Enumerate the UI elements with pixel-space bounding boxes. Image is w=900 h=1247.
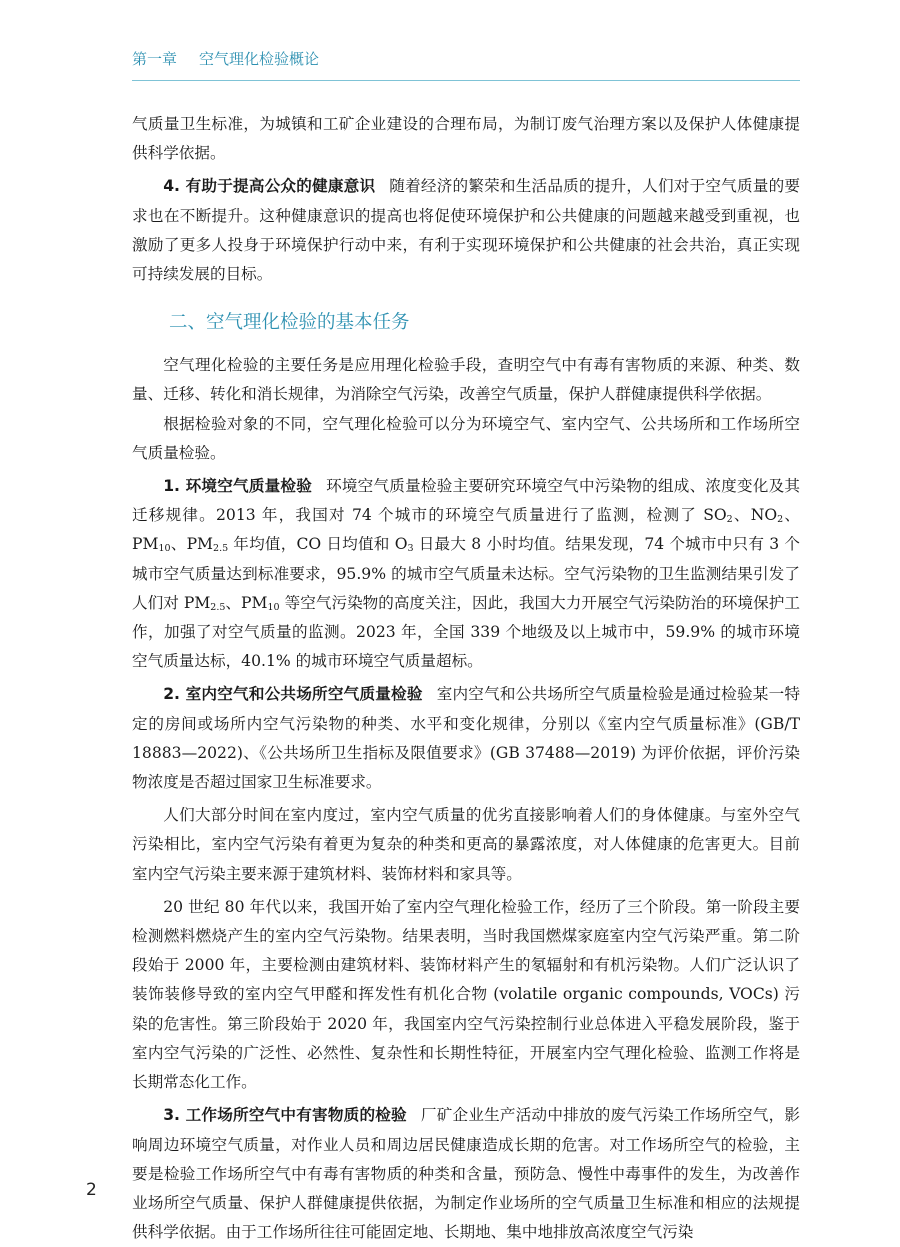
paragraph-lead: 4. 有助于提高公众的健康意识 — [163, 177, 376, 196]
paragraph-workplace-air — [132, 1101, 800, 1247]
paragraph-indoor-health: 人们大部分时间在室内度过，室内空气质量的优劣直接影响着人们的身体健康。与室外空气污染相比，室内空气污染有着更为复杂的种类和更高的暴露浓度，对人体健康的危害更大。目前室内空气污染主要来源于建筑材料、装饰材料和家具等。 — [132, 806, 800, 883]
page-body — [132, 110, 800, 1247]
paragraph-text: 厂矿企业生产活动中排放的废气污染工作场所空气，影响周边环境空气质量，对作业人员和周边居民健康造成长期的危害。对工作场所空气的检验，主要是检验工作场所空气中有毒有害物质的种类和含量，预防急、慢性中毒事件的发生，为改善作业场所空气质量、保护人群健康提供依据，为制定作业场所的空气质量卫生标准和相应的法规提供科学依据。由于工作场所往往可能固定地、长期地、集中地排放高浓度空气污染 — [132, 1106, 800, 1242]
paragraph-continued: 气质量卫生标准，为城镇和工矿企业建设的合理布局，为制订废气治理方案以及保护人体健康提供科学依据。 — [132, 115, 800, 163]
chapter-label: 第一章 — [132, 50, 178, 68]
paragraph-indoor-air — [132, 680, 800, 797]
paragraph-health-awareness — [132, 172, 800, 289]
paragraph-lead: 1. 环境空气质量检验 — [163, 477, 313, 496]
paragraph-lead: 3. 工作场所空气中有害物质的检验 — [163, 1106, 407, 1125]
paragraph-indoor-history: 20 世纪 80 年代以来，我国开始了室内空气理化检验工作，经历了三个阶段。第一阶段主要检测燃料燃烧产生的室内空气污染物。结果表明，当时我国燃煤家庭室内空气污染严重。第二阶段始于 2000 年，主要检测由建筑材料、装饰材料产生的氡辐射和有机污染物。人们广泛认识了装饰装修导致的室内空气甲醛和挥发性有机化合物 (volatile organic compounds, VOCs) 污染的危害性。第三阶段始于 2020 年，我国室内空气污染控制行业总体进入平稳发展阶段，鉴于室内空气污染的广泛性、必然性、复杂性和长期性特征，开展室内空气理化检验、监测工作将是长期常态化工作。 — [132, 897, 800, 1092]
paragraph-text: 室内空气和公共场所空气质量检验是通过检验某一特定的房间或场所内空气污染物的种类、水平和变化规律，分别以《室内空气质量标准》(GB/T 18883—2022)、《公共场所卫生指标及限值要求》(GB 37488—2019) 为评价依据，评价污染物浓度是否超过国家卫生标准要求。 — [132, 685, 800, 792]
paragraph-main-tasks: 空气理化检验的主要任务是应用理化检验手段，查明空气中有毒有害物质的来源、种类、数量、迁移、转化和消长规律，为消除空气污染，改善空气质量，保护人群健康提供科学依据。 — [132, 356, 800, 404]
paragraph-text: 随着经济的繁荣和生活品质的提升，人们对于空气质量的要求也在不断提升。这种健康意识的提高也将促使环境保护和公共健康的问题越来越受到重视，也激励了更多人投身于环境保护行动中来，有利于实现环境保护和公共健康的社会共治，真正实现可持续发展的目标。 — [132, 177, 800, 284]
paragraph-ambient-air: 1. 环境空气质量检验 环境空气质量检验主要研究环境空气中污染物的组成、浓度变化及其迁移规律。2013 年，我国对 74 个城市的环境空气质量进行了监测，检测了 $SO_2$、$NO_2$、$PM_{10}$、$PM_{2.5}$ 年均值，CO 日均值和 $O_3$ 日最大 8 小时均值。结果发现，74 个城市中只有 3 个城市空气质量达到标准要求，95.9% 的城市空气质量未达标。空气污染物的卫生监测结果引发了人们对 $PM_{2.5}$、$PM_{10}$ 等空气污染物的高度关注，因此，我国大力开展空气污染防治的环境保护工作，加强了对空气质量的监测。2023 年，全国 339 个地级及以上城市中，59.9% 的城市环境空气质量达标，40.1% 的城市环境空气质量超标。 — [132, 477, 800, 671]
paragraph-lead: 2. 室内空气和公共场所空气质量检验 — [163, 685, 423, 704]
chapter-title: 空气理化检验概论 — [199, 50, 320, 68]
running-header — [132, 48, 812, 78]
paragraph-classification: 根据检验对象的不同，空气理化检验可以分为环境空气、室内空气、公共场所和工作场所空气质量检验。 — [132, 414, 800, 462]
page-number: 2 — [86, 1180, 97, 1200]
header-divider — [132, 80, 800, 81]
section-heading: 二、空气理化检验的基本任务 — [169, 312, 410, 334]
